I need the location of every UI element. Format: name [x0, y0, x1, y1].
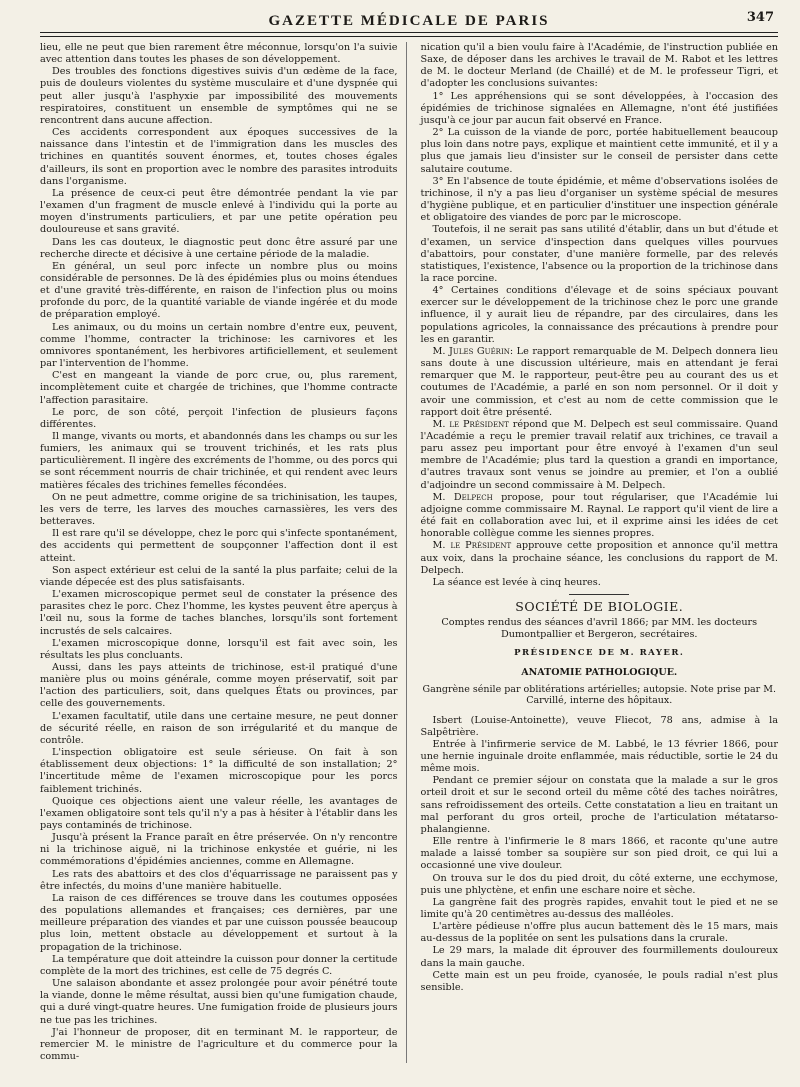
speaker-name: M. le Président [432, 540, 512, 552]
conclusion-item: 3° En l'absence de toute épidémie, et même d'observations isolées de trichinose, il n'y a pas lieu d'organiser un système spécial de mesures d'hygiène publique, et en particulier d'instituer une inspection générale et obligatoire des viandes de porc par le microscope. [420, 175, 778, 224]
paragraph: On trouva sur le dos du pied droit, du côté externe, une ecchymose, puis une phlyctène, et enfin une eschare noire et sèche. [420, 872, 778, 896]
paragraph: En général, un seul porc infecte un nombre plus ou moins considérable de personnes. De là des épidémies plus ou moins étendues et d'une gravité très-différente, en raison de l'infection plus ou moins profonde du porc, de la quantité variable de viande ingérée et du mode de préparation employé. [40, 260, 398, 321]
conclusion-item: 2° La cuisson de la viande de porc, portée habituellement beaucoup plus loin dans notre pays, explique et maintient cette immunité, et il y a plus que jamais lieu d'insister sur le conseil de persister dans cette salutaire coutume. [420, 127, 778, 175]
paragraph: La raison de ces différences se trouve dans les coutumes opposées des populations allemandes et françaises; ces dernières, par une meilleure préparation des viandes et par une cuisson poussée beaucoup plus loin, mettent obstacle au développement et surtout à la propagation de la trichinose. [40, 892, 398, 953]
paragraph: On ne peut admettre, comme origine de sa trichinisation, les taupes, les vers de terre, les larves des mouches carnassières, les vers des betteraves. [40, 491, 398, 528]
running-title: GAZETTE MÉDICALE DE PARIS [268, 13, 550, 29]
paragraph: nication qu'il a bien voulu faire à l'Académie, de l'instruction publiée en Saxe, de déposer dans les archives le travail de M. Rabot et les lettres de M. le docteur Merland (de Chaillé) et de M. le professeur Tigri, et d'adopter les conclusions suivantes: [420, 42, 778, 90]
paragraph: L'inspection obligatoire est seule sérieuse. On fait à son établissement deux objections: 1° la difficulté de son installation; 2° l'incertitude même de l'examen microscopique pour les porcs faiblement trichinés. [40, 747, 398, 795]
paragraph: Cette main est un peu froide, cyanosée, le pouls radial n'est plus sensible. [420, 969, 778, 993]
paragraph: Ces accidents correspondent aux époques successives de la naissance dans l'intestin et de l'immigration dans les muscles des trichines en quantités souvent énormes, et, toutes choses égales d'ailleurs, ils sont en proportion avec le nombre des parasites introduits dans l'organisme. [40, 127, 398, 187]
speech-text: répond que M. Delpech est seul commissaire. Quand l'Académie a reçu le premier travail relatif aux trichines, ce travail a paru assez peu important pour être envoyé à l'examen d'un seul membre de l'Académie; plus tard la question a grandi en importance, d'autres travaux sont venus se joindre au premier, et l'on a oublié d'adjoindre un second commissaire à M. Delpech. [420, 418, 778, 491]
speech-text: Le rapport remarquable de M. Delpech donnera lieu sans doute à une discussion ultérieure, mais en attendant je ferai remarquer que M. le rapporteur, peut-être peu au courant des us et coutumes de l'Académie, a parlé en son nom personnel. Or il doit y avoir une commission, et c'est au nom de cette commission que le rapport doit être présenté. [420, 345, 778, 418]
paragraph: Les animaux, ou du moins un certain nombre d'entre eux, peuvent, comme l'homme, contracter la trichinose: les carnivores et les omnivores spontanément, les herbivores artificiellement, et seulement par l'intervention de l'homme. [40, 321, 398, 370]
conclusion-item: 1° Les appréhensions qui se sont développées, à l'occasion des épidémies de trichinose signalées en Allemagne, n'ont été justifiées jusqu'à ce jour par aucun fait observé en France. [420, 90, 778, 126]
paragraph: L'artère pédieuse n'offre plus aucun battement dès le 15 mars, mais au-dessus de la poplitée on sent les pulsations dans la crurale. [420, 921, 778, 945]
article-title: Gangrène sénile par oblitérations artérielles; autopsie. Note prise par M. Carvillé, interne des hôpitaux. [422, 683, 776, 706]
header-rule [40, 32, 778, 37]
section-heading: ANATOMIE PATHOLOGIQUE. [521, 667, 678, 679]
paragraph: L'examen microscopique permet seul de constater la présence des parasites chez le porc. Chez l'homme, les kystes peuvent être aperçus à l'œil nu, sous la forme de taches blanches, lorsqu'ils sont fortement incrustés de sels calcaires. [40, 589, 398, 637]
paragraph: Dans les cas douteux, le diagnostic peut donc être assuré par une recherche directe et décisive à une certaine période de la maladie. [40, 236, 398, 260]
paragraph: J'ai l'honneur de proposer, dit en terminant M. le rapporteur, de remercier M. le ministre de l'agriculture et du commerce pour la commu- [40, 1026, 398, 1062]
conclusion-item: Toutefois, il ne serait pas sans utilité d'établir, dans un but d'étude et d'examen, un service d'inspection dans quelques villes pourvues d'abattoirs, pour constater, d'une manière formelle, par des relevés statistiques, l'existence, l'absence ou la proportion de la trichinose dans la race porcine. [420, 224, 778, 284]
paragraph: Les rats des abattoirs et des clos d'équarrissage ne paraissent pas y être infectés, du moins d'une manière habituelle. [40, 868, 398, 892]
speaker-name: M. Delpech [432, 491, 493, 503]
paragraph: Aussi, dans les pays atteints de trichinose, est-il pratiqué d'une manière plus ou moins générale, comme moyen préservatif, soit par l'action des particuliers, soit, dans quelques États ou provinces, par celle des gouvernements. [40, 661, 398, 710]
paragraph: Il est rare qu'il se développe, chez le porc qui s'infecte spontanément, des accidents qui permettent de soupçonner l'affection dont il est atteint. [40, 528, 398, 564]
discussion-paragraph [421, 419, 779, 492]
two-column-body [40, 42, 778, 1063]
society-title: SOCIÉTÉ DE BIOLOGIE. [515, 599, 684, 615]
paragraph: La présence de ceux-ci peut être démontrée pendant la vie par l'examen d'un fragment de muscle enlevé à l'individu qui la porte au moyen d'instruments particuliers, et par une petite opération peu douloureuse et sans gravité. [40, 187, 398, 236]
speech-text: propose, pour tout régulariser, que l'Académie lui adjoigne comme commissaire M. Raynal. Le rapport qu'il vient de lire a été fait en collaboration avec lui, et il exprime ainsi les idées de cet honorable collègue comme les siennes propres. [420, 491, 778, 540]
speaker-name: M. Jules Guérin: [432, 345, 514, 357]
closing-line: La séance est levée à cinq heures. [432, 576, 601, 588]
paragraph: Elle rentre à l'infirmerie le 8 mars 1866, et raconte qu'une autre malade a laissé tomber sa soupière sur son pied droit, ce qui lui a occasionné une vive douleur. [420, 836, 778, 872]
section-divider [569, 594, 629, 595]
paragraph: Entrée à l'infirmerie service de M. Labbé, le 13 février 1866, pour une hernie inguinale droite enflammée, mais réductible, sortie le 24 du même mois. [420, 738, 778, 775]
paragraph: Jusqu'à présent la France paraît en être préservée. On n'y rencontre ni la trichinose aiguë, ni la trichinose enkystée et guérie, ni les commémorations d'épidémies anciennes, comme en Allemagne. [40, 832, 398, 868]
paragraph: Pendant ce premier séjour on constata que la malade a sur le gros orteil droit et sur le second orteil du même côté des taches noirâtres, sans refroidissement des orteils. Cette constatation a lieu en traitant un mal perforant du gros orteil, proche de l'articulation métatarso-phalangienne. [420, 775, 778, 835]
paragraph: Isbert (Louise-Antoinette), veuve Fliecot, 78 ans, admise à la Salpêtrière. [420, 714, 778, 738]
paragraph: C'est en mangeant la viande de porc crue, ou, plus rarement, incomplètement cuite et chargée de trichines, que l'homme contracte l'affection parasitaire. [40, 370, 398, 406]
page-header [40, 10, 778, 32]
page-number: 347 [746, 10, 774, 25]
paragraph: La température que doit atteindre la cuisson pour donner la certitude complète de la mort des trichines, est celle de 75 degrés C. [40, 953, 398, 977]
paragraph: L'examen microscopique donne, lorsqu'il est fait avec soin, les résultats les plus concluants. [40, 637, 398, 661]
paragraph: Des troubles des fonctions digestives suivis d'un œdème de la face, puis de douleurs violentes du système musculaire et d'une dyspnée qui peut aller jusqu'à l'asphyxie par impossibilité des mouvements respiratoires, constituent un ensemble de symptômes qui ne se rencontrent dans aucune affection. [40, 66, 398, 126]
speech-text: approuve cette proposition et annonce qu'il mettra aux voix, dans la prochaine séance, les conclusions du rapport de M. Delpech. [420, 540, 778, 576]
presidence-heading: PRÉSIDENCE DE M. RAYER. [514, 648, 685, 659]
paragraph: Il mange, vivants ou morts, et abandonnés dans les champs ou sur les fumiers, les animaux qui se trouvent trichinés, et les rats plus particulièrement. Il ingère des excréments de l'homme, ou des porcs qui se sont récemment nourris de chair trichinée, et qui rendent avec leurs matières fécales des trichines femelles fécondées. [40, 431, 398, 491]
paragraph: Le 29 mars, la malade dit éprouver des fourmillements douloureux dans la main gauche. [420, 945, 778, 969]
paragraph: L'examen facultatif, utile dans une certaine mesure, ne peut donner de sécurité réelle, en raison de son irrégularité et du manque de contrôle. [40, 710, 398, 746]
speaker-name: M. le Président [432, 418, 509, 430]
paragraph: Quoique ces objections aient une valeur réelle, les avantages de l'examen obligatoire sont tels qu'il n'y a pas à hésiter à l'établir dans les pays contaminés de trichinose. [40, 795, 398, 831]
society-subtitle: Comptes rendus des séances d'avril 1866; par MM. les docteurs Dumontpallier et Bergeron, secrétaires. [441, 617, 758, 641]
paragraph: lieu, elle ne peut que bien rarement être méconnue, lorsqu'on l'a suivie avec attention dans toutes les phases de son développement. [40, 42, 398, 66]
paragraph: Une salaison abondante et assez prolongée pour avoir pénétré toute la viande, donne le même résultat, aussi bien qu'une fumigation chaude, qui a duré vingt-quatre heures. Une fumigation froide de plusieurs jours ne tue pas les trichines. [40, 978, 398, 1026]
paragraph: Le porc, de son côté, perçoit l'infection de plusieurs façons différentes. [40, 406, 398, 430]
right-column [421, 42, 779, 1063]
paragraph: La gangrène fait des progrès rapides, envahit tout le pied et ne se limite qu'à 20 centimètres au-dessus des malléoles. [420, 896, 778, 920]
paragraph: Son aspect extérieur est celui de la santé la plus parfaite; celui de la viande dépecée est des plus satisfaisants. [40, 564, 398, 588]
discussion-paragraph [421, 346, 779, 419]
conclusion-item: 4° Certaines conditions d'élevage et de soins spéciaux pouvant exercer sur le développement de la trichinose chez le porc une grande influence, il y aurait lieu de répandre, par des circulaires, dans les populations agricoles, la connaissance des précautions à prendre pour les en garantir. [420, 285, 778, 345]
left-column [40, 42, 407, 1063]
discussion-paragraph [421, 540, 779, 576]
discussion-paragraph [421, 492, 779, 541]
